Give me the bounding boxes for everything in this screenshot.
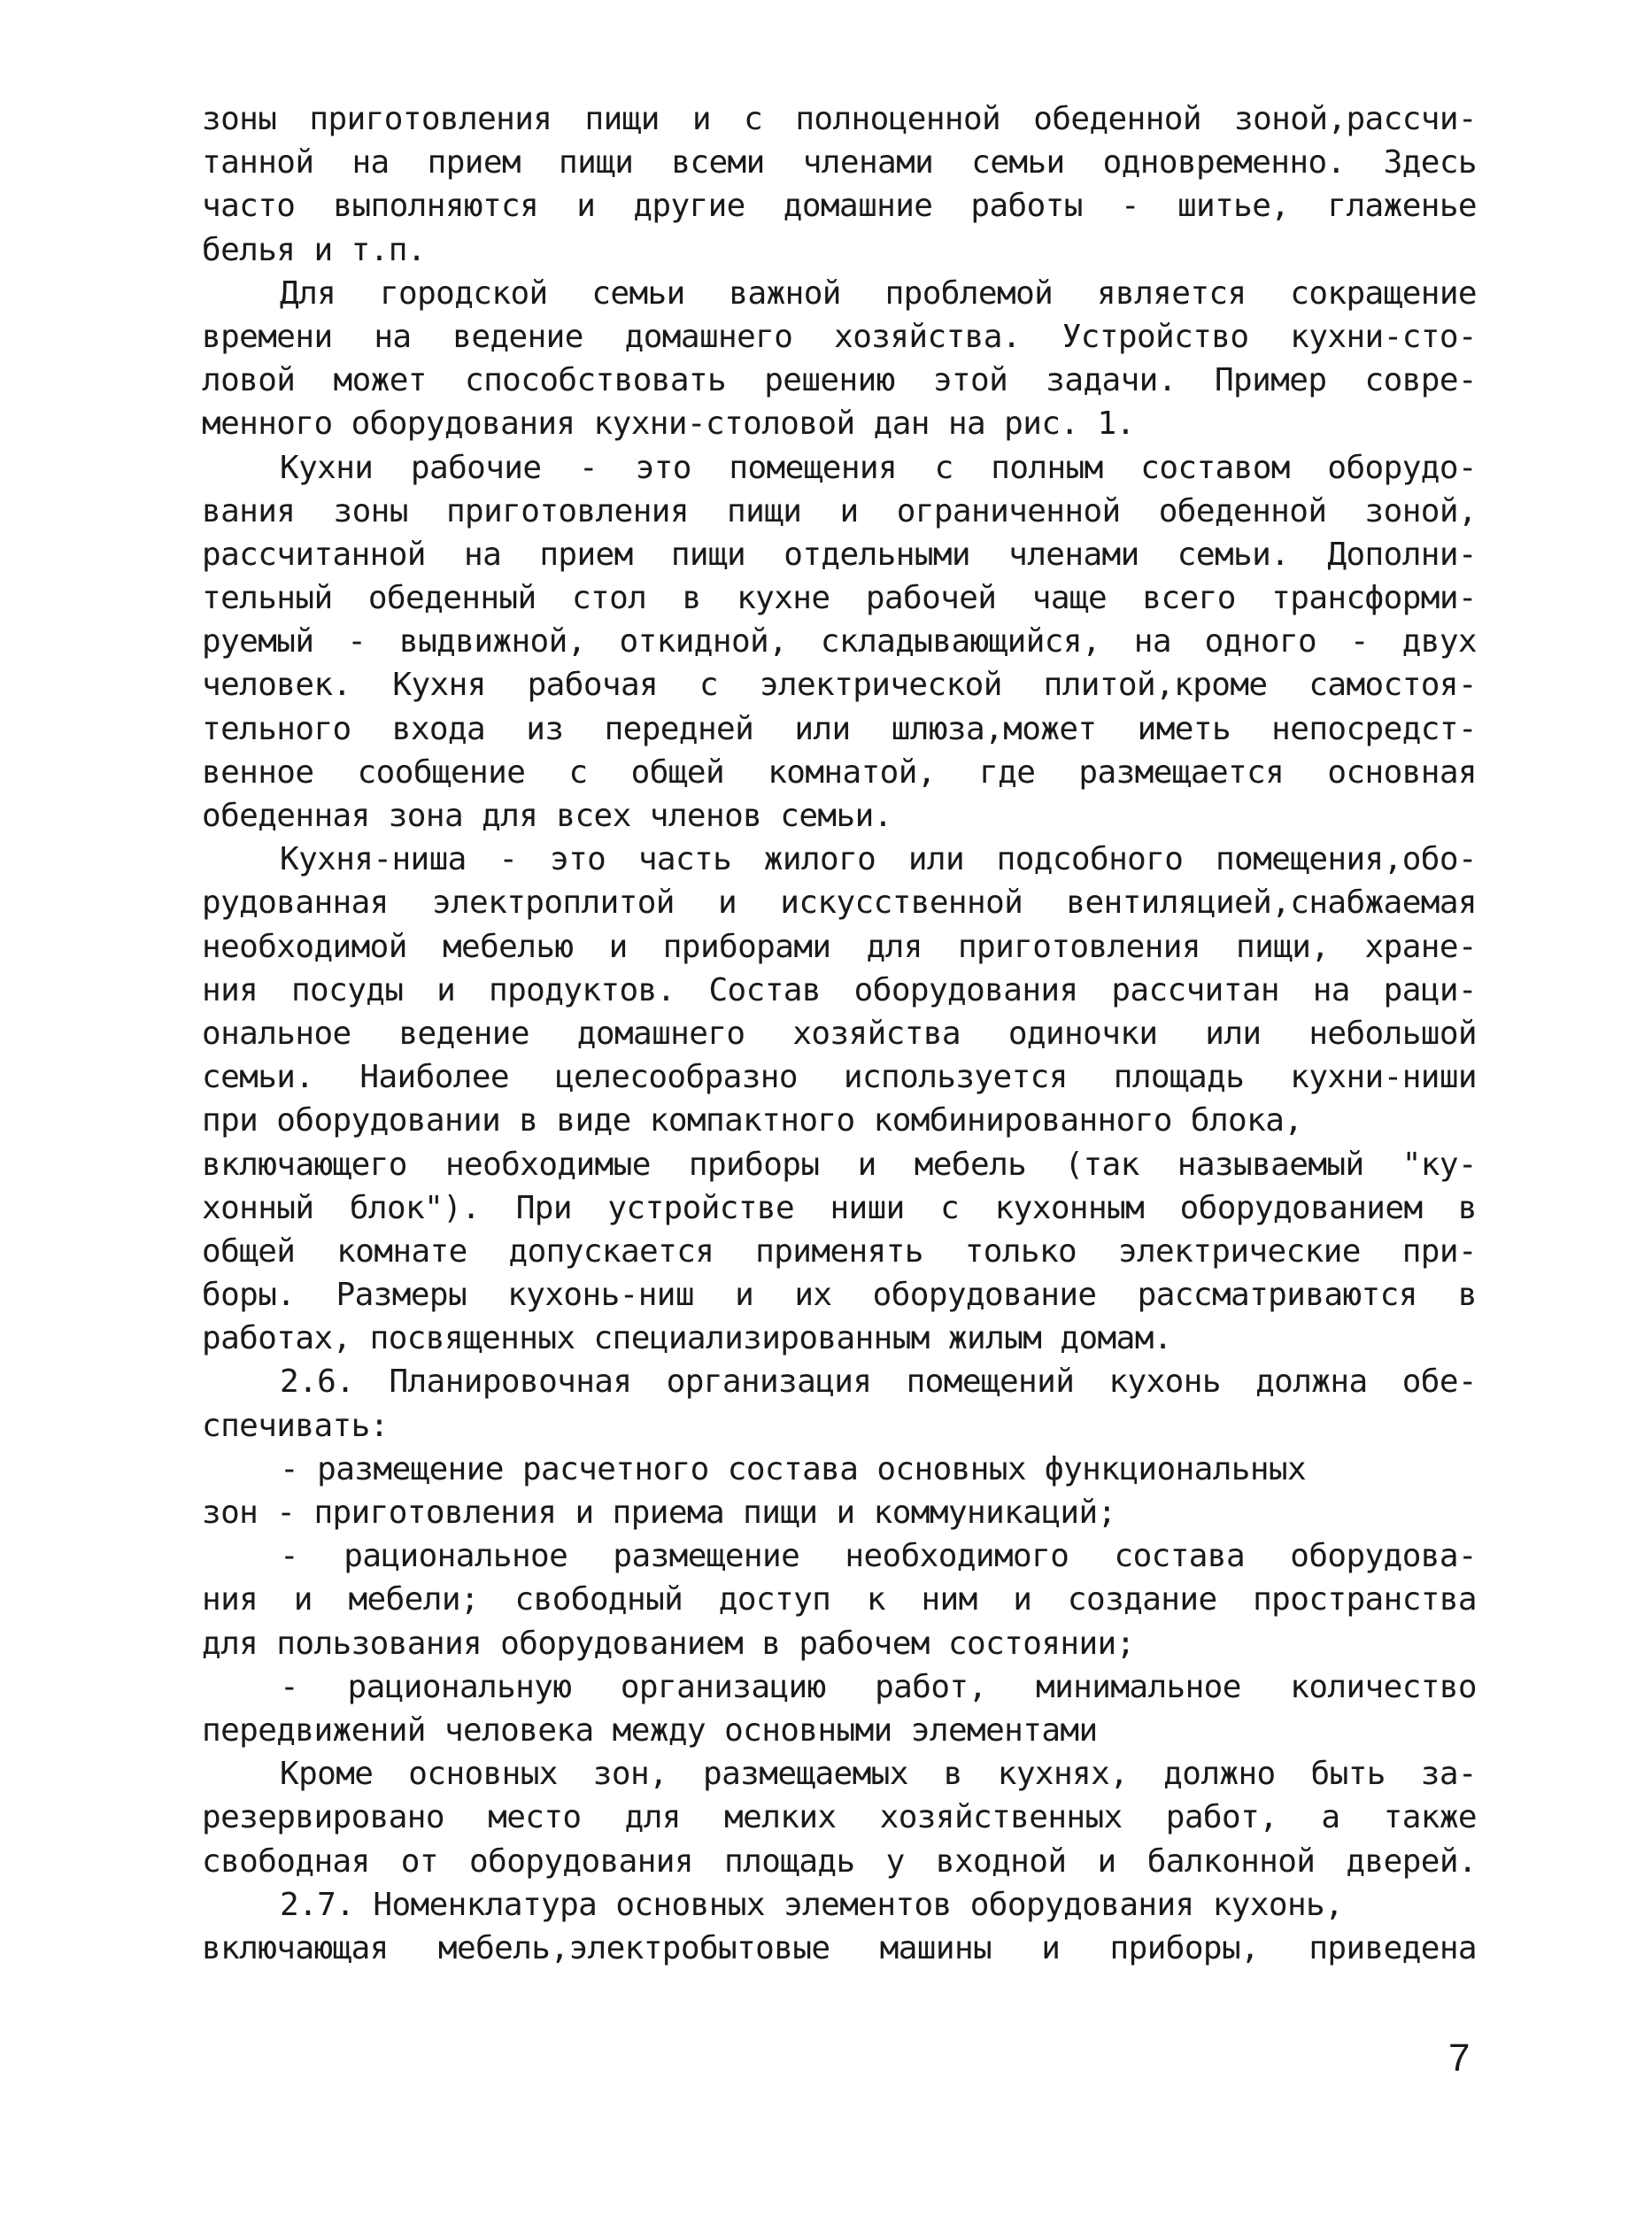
text-line: танной на прием пищи всеми членами семьи одновременно. Здесь <box>202 144 1477 182</box>
text-line: хонный блок"). При устройстве ниши с кухонным оборудованием в <box>202 1189 1477 1226</box>
body-text <box>202 97 1477 1970</box>
text-line: - рациональную организацию работ, минимальное количество <box>280 1668 1477 1705</box>
text-line: времени на ведение домашнего хозяйства. Устройство кухни-сто- <box>202 318 1477 355</box>
text-line: при оборудовании в виде компактного комбинированного блока, <box>202 1102 1303 1139</box>
text-line: Кроме основных зон, размещаемых в кухнях, должно быть за- <box>280 1756 1477 1793</box>
text-line: ния и мебели; свободный доступ к ним и создание пространства <box>202 1581 1477 1618</box>
text-line: зон - приготовления и приема пищи и коммуникаций; <box>202 1495 1116 1531</box>
text-line: ловой может способствовать решению этой задачи. Пример совре- <box>202 362 1477 399</box>
text-line: 2.6. Планировочная организация помещений кухонь должна обе- <box>280 1363 1477 1401</box>
text-line: резервировано место для мелких хозяйственных работ, а также <box>202 1799 1477 1836</box>
text-line: передвижений человека между основными элементами <box>202 1711 1098 1749</box>
text-line: менного оборудования кухни-столовой дан на рис. 1. <box>202 406 1135 443</box>
text-line: венное сообщение с общей комнатой, где размещается основная <box>202 753 1477 791</box>
text-line: работах, посвященных специализированным жилым домам. <box>202 1320 1172 1357</box>
text-line: для пользования оборудованием в рабочем состоянии; <box>202 1625 1135 1662</box>
text-line: зоны приготовления пищи и с полноценной обеденной зоной,рассчи- <box>202 101 1477 137</box>
text-line: ния посуды и продуктов. Состав оборудования рассчитан на раци- <box>202 971 1477 1008</box>
text-line: необходимой мебелью и приборами для приготовления пищи, хране- <box>202 928 1477 965</box>
text-line: Для городской семьи важной проблемой является сокращение <box>280 274 1477 312</box>
text-line: 2.7. Номенклатура основных элементов оборудования кухонь, <box>280 1886 1344 1923</box>
text-line: Кухни рабочие - это помещения с полным составом оборудо- <box>280 449 1477 486</box>
text-line: тельный обеденный стол в кухне рабочей чаще всего трансформи- <box>202 580 1477 617</box>
text-line: боры. Размеры кухонь-ниш и их оборудование рассматриваются в <box>202 1277 1477 1314</box>
text-line: тельного входа из передней или шлюза,может иметь непосредст- <box>202 710 1477 747</box>
text-line: рудованная электроплитой и искусственной вентиляцией,снабжаемая <box>202 884 1477 922</box>
text-line: вания зоны приготовления пищи и ограниченной обеденной зоной, <box>202 492 1477 529</box>
text-line: - рациональное размещение необходимого состава оборудова- <box>280 1538 1477 1575</box>
text-line: Кухня-ниша - это часть жилого или подсобного помещения,обо- <box>280 841 1477 878</box>
text-line: руемый - выдвижной, откидной, складывающийся, на одного - двух <box>202 623 1477 660</box>
text-line: общей комнате допускается применять только электрические при- <box>202 1232 1477 1270</box>
text-line: часто выполняются и другие домашние работы - шитье, глаженье <box>202 188 1477 225</box>
text-line: рассчитанной на прием пищи отдельными членами семьи. Дополни- <box>202 536 1477 573</box>
text-line: человек. Кухня рабочая с электрической плитой,кроме самостоя- <box>202 667 1477 704</box>
text-line: белья и т.п. <box>202 231 426 268</box>
text-line: включающая мебель,электробытовые машины и приборы, приведена <box>202 1929 1477 1966</box>
text-line: включающего необходимые приборы и мебель (так называемый "ку- <box>202 1146 1477 1183</box>
text-line: спечивать: <box>202 1407 389 1444</box>
text-line: семьи. Наиболее целесообразно используется площадь кухни-ниши <box>202 1059 1477 1096</box>
text-line: ональное ведение домашнего хозяйства одиночки или небольшой <box>202 1015 1477 1052</box>
text-line: свободная от оборудования площадь у входной и балконной дверей. <box>202 1842 1477 1880</box>
text-line: - размещение расчетного состава основных функциональных <box>280 1450 1307 1487</box>
text-line: обеденная зона для всех членов семьи. <box>202 798 892 834</box>
page-number: 7 <box>1448 2036 1471 2080</box>
